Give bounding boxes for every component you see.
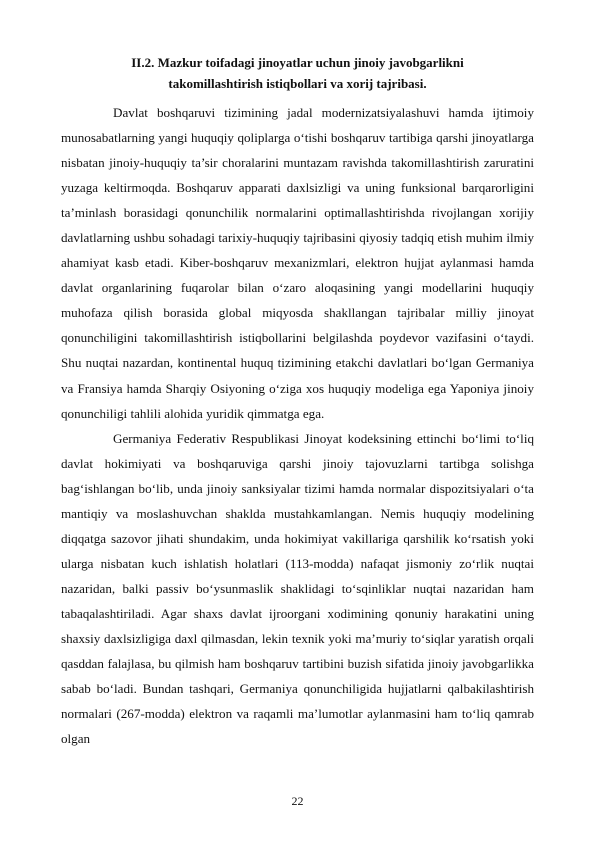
section-heading xyxy=(85,52,510,94)
section-heading-line-2: takomillashtirish istiqbollari va xorij tajribasi. xyxy=(168,76,427,91)
paragraph-germany: Germaniya Federativ Respublikasi Jinoyat kodeksining ettinchi bo‘limi to‘liq davlat hokimiyati va boshqaruviga qarshi jinoiy tajovuzlarni tartibga solishga bag‘ishlangan bo‘lib, unda jinoiy sanksiyalar tizimi hamda normalar dispozitsiyalari o‘ta mantiqiy va moslashuvchan shaklda mustahkamlangan. Nemis huquqiy modelining diqqatga sazovor jihati shundakim, unda hokimiyat vakillariga qarshilik ko‘rsatish yoki ularga nisbatan kuch ishlatish holatlari (113-modda) nafaqat jismoniy zo‘rlik nuqtai nazaridan, balki passiv bo‘ysunmaslik shaklidagi to‘sqinliklar nuqtai nazaridan ham tabaqalashtiriladi. Agar shaxs davlat ijroorgani xodimining qonuniy harakatini uning shaxsiy daxlsizligiga daxl qilmasdan, lekin texnik yoki ma’muriy to‘siqlar yaratish orqali qasddan falajlasa, bu qilmish ham boshqaruv tartibini buzish sifatida jinoiy javobgarlikka sabab bo‘ladi. Bundan tashqari, Germaniya qonunchiligida hujjatlarni qalbakilashtirish normalari (267-modda) elektron va raqamli ma’lumotlar aylanmasini ham to‘liq qamrab olgan xyxy=(61,430,534,747)
page-number: 22 xyxy=(291,794,304,808)
section-heading-line-1: II.2. Mazkur toifadagi jinoyatlar uchun jinoiy javobgarlikni xyxy=(131,55,464,70)
body-text xyxy=(61,100,534,751)
paragraph-intro: Davlat boshqaruvi tizimining jadal modernizatsiyalashuvi hamda ijtimoiy munosabatlarning yangi huquqiy qoliplarga o‘tishi boshqaruv tartibiga qarshi jinoyatlarga nisbatan jinoiy-huquqiy ta’sir choralarini muntazam ravishda takomillashtirish zaruratini yuzaga keltirmoqda. Boshqaruv apparati daxlsizligi va uning funksional barqarorligini ta’minlash borasidagi qonunchilik normalarini optimallashtirishda rivojlangan xorijiy davlatlarning ushbu sohadagi tarixiy-huquqiy tajribasini qiyosiy tadqiq etish muhim ilmiy ahamiyat kasb etadi. Kiber-boshqaruv mexanizmlari, elektron hujjat aylanmasi hamda davlat organlarining fuqarolar bilan o‘zaro aloqasining yangi modellarini huquqiy muhofaza qilish borasida global miqyosda shakllangan tajribalar milliy jinoyat qonunchiligini takomillashtirish istiqbollarini belgilashda poydevor vazifasini o‘taydi. Shu nuqtai nazardan, kontinental huquq tizimining etakchi davlatlari bo‘lgan Germaniya va Fransiya hamda Sharqiy Osiyoning o‘ziga xos huquqiy modeliga ega Yaponiya jinoiy qonunchiligi tahlili alohida yuridik qimmatga ega. xyxy=(61,105,534,421)
